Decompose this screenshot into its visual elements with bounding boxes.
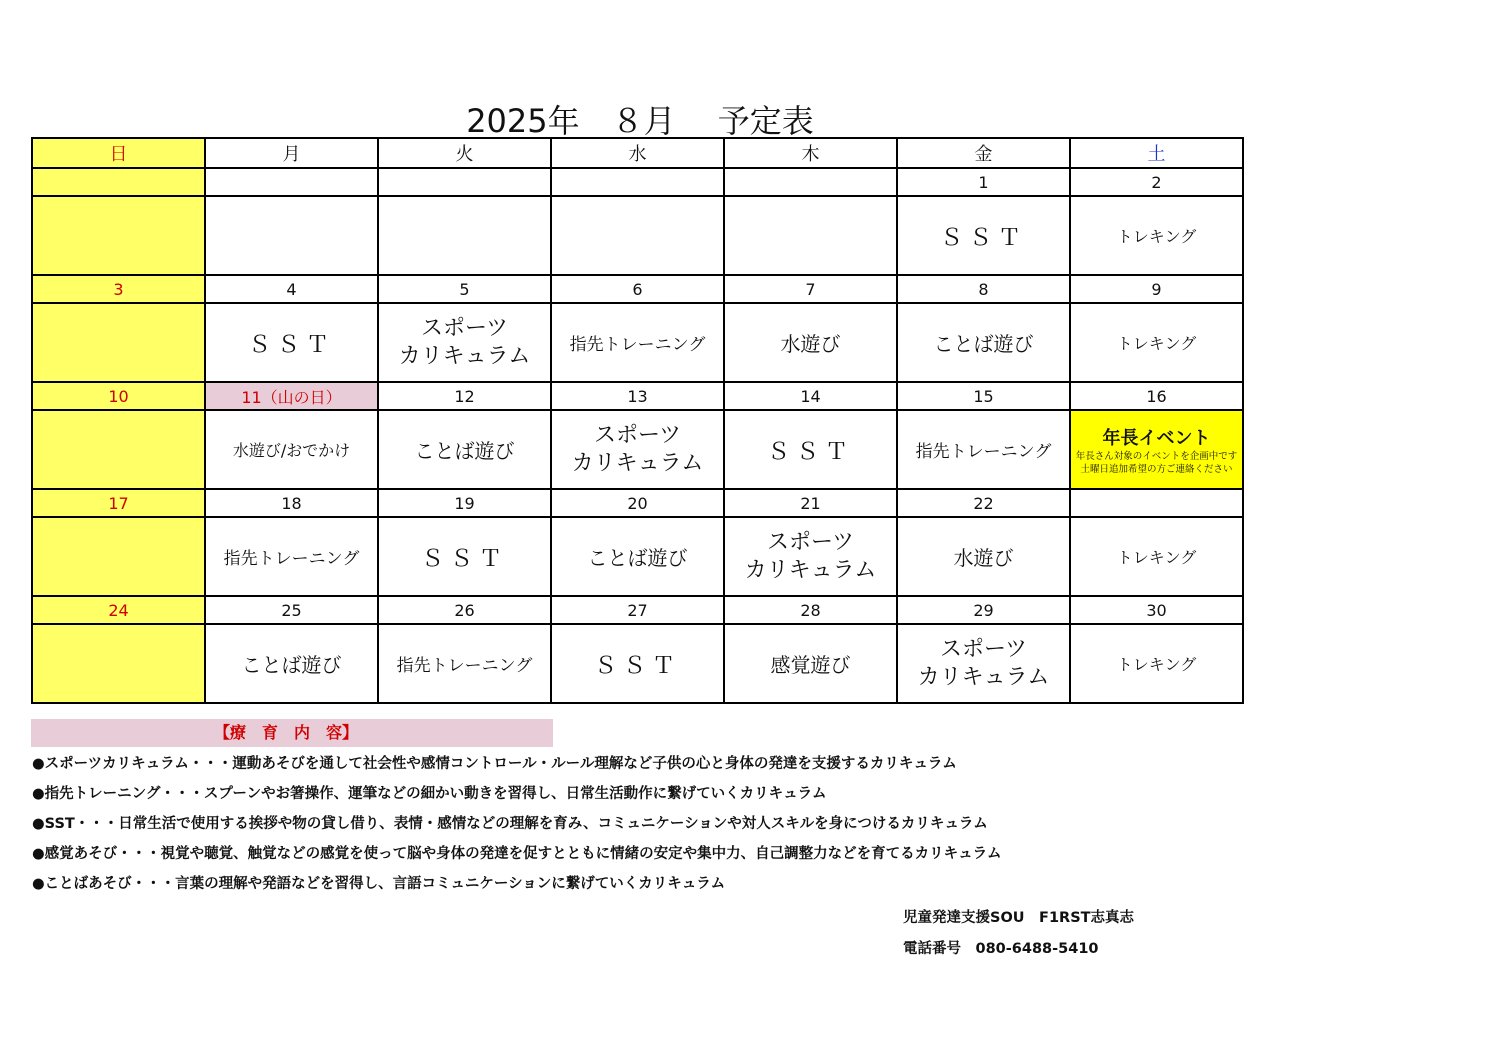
activity-cell: 感覚遊び <box>724 624 897 703</box>
week-3-date-row <box>32 382 1243 410</box>
activity-cell <box>724 196 897 275</box>
holiday-date-cell: 11（山の日） <box>205 382 378 410</box>
activity-cell: ことば遊び <box>551 517 724 596</box>
note-item: ●スポーツカリキュラム・・・運動あそびを通して社会性や感情コントロール・ルール理解など子供の心と身体の発達を支援するカリキュラム <box>32 756 957 772</box>
note-item: ●指先トレーニング・・・スプーンやお箸操作、運筆などの細かい動きを習得し、日常生活動作に繋げていくカリキュラム <box>32 786 827 802</box>
date-cell: 28 <box>724 596 897 624</box>
date-cell: 24 <box>32 596 205 624</box>
activity-cell: 水遊び/おでかけ <box>205 410 378 489</box>
week-4-date-row <box>32 489 1243 517</box>
date-cell: 29 <box>897 596 1070 624</box>
activity-cell: ＳＳＴ <box>724 410 897 489</box>
date-cell: 2 <box>1070 168 1243 196</box>
activity-cell <box>205 196 378 275</box>
week-2-activity-row <box>32 303 1243 382</box>
weekday-friday: 金 <box>897 138 1070 168</box>
activity-cell: ことば遊び <box>205 624 378 703</box>
weekday-saturday: 土 <box>1070 138 1243 168</box>
date-cell <box>378 168 551 196</box>
activity-cell: トレキング <box>1070 196 1243 275</box>
week-5-date-row <box>32 596 1243 624</box>
week-1-activity-row <box>32 196 1243 275</box>
activity-cell: ＳＳＴ <box>205 303 378 382</box>
curriculum-notes <box>32 752 1002 902</box>
date-cell: 10 <box>32 382 205 410</box>
date-cell <box>205 168 378 196</box>
activity-cell <box>551 196 724 275</box>
note-item: ●ことばあそび・・・言葉の理解や発語などを習得し、言語コミュニケーションに繋げていくカリキュラム <box>32 876 726 892</box>
event-note: 年長さん対象のイベントを企画中です <box>1075 450 1238 462</box>
date-cell: 12 <box>378 382 551 410</box>
date-cell: 3 <box>32 275 205 303</box>
date-cell: 1 <box>897 168 1070 196</box>
date-cell: 27 <box>551 596 724 624</box>
date-cell: 8 <box>897 275 1070 303</box>
activity-cell <box>378 196 551 275</box>
date-cell: 19 <box>378 489 551 517</box>
activity-cell: 指先トレーニング <box>897 410 1070 489</box>
weekday-monday: 月 <box>205 138 378 168</box>
activity-cell: スポーツ カリキュラム <box>897 624 1070 703</box>
date-cell: 5 <box>378 275 551 303</box>
date-cell: 4 <box>205 275 378 303</box>
activity-cell: ことば遊び <box>897 303 1070 382</box>
week-3-activity-row <box>32 410 1243 489</box>
date-cell: 6 <box>551 275 724 303</box>
date-cell: 15 <box>897 382 1070 410</box>
activity-cell: ＳＳＴ <box>551 624 724 703</box>
date-cell: 26 <box>378 596 551 624</box>
date-cell: 14 <box>724 382 897 410</box>
event-title: 年長イベント <box>1102 427 1211 449</box>
activity-cell <box>32 624 205 703</box>
week-5-activity-row <box>32 624 1243 703</box>
weekday-wednesday: 水 <box>551 138 724 168</box>
date-cell: 17 <box>32 489 205 517</box>
weekday-thursday: 木 <box>724 138 897 168</box>
organization-name: 児童発達支援SOU F1RST志真志 <box>903 910 1135 926</box>
event-note: 土曜日追加希望の方ご連絡ください <box>1080 463 1233 475</box>
activity-cell <box>32 196 205 275</box>
date-cell: 30 <box>1070 596 1243 624</box>
week-2-date-row <box>32 275 1243 303</box>
date-cell: 22 <box>897 489 1070 517</box>
ryoiku-heading: 【療 育 内 容】 <box>214 723 359 742</box>
activity-cell: 指先トレーニング <box>551 303 724 382</box>
activity-cell <box>32 303 205 382</box>
activity-cell: ＳＳＴ <box>897 196 1070 275</box>
date-cell: 21 <box>724 489 897 517</box>
phone-number: 電話番号 080-6488-5410 <box>903 941 1099 957</box>
activity-cell: トレキング <box>1070 624 1243 703</box>
activity-cell: トレキング <box>1070 303 1243 382</box>
activity-cell: スポーツ カリキュラム <box>378 303 551 382</box>
activity-cell: ことば遊び <box>378 410 551 489</box>
activity-cell: 水遊び <box>724 303 897 382</box>
activity-cell <box>32 517 205 596</box>
note-item: ●感覚あそび・・・視覚や聴覚、触覚などの感覚を使って脳や身体の発達を促すとともに情緒の安定や集中力、自己調整力などを育てるカリキュラム <box>32 846 1002 862</box>
date-cell <box>551 168 724 196</box>
weekday-tuesday: 火 <box>378 138 551 168</box>
weekday-sunday: 日 <box>32 138 205 168</box>
date-cell <box>32 168 205 196</box>
activity-cell: スポーツ カリキュラム <box>724 517 897 596</box>
date-cell <box>724 168 897 196</box>
activity-cell: ＳＳＴ <box>378 517 551 596</box>
note-item: ●SST・・・日常生活で使用する挨拶や物の貸し借り、表情・感情などの理解を育み、コミュニケーションや対人スキルを身につけるカリキュラム <box>32 816 988 832</box>
date-cell: 20 <box>551 489 724 517</box>
footer <box>903 906 1134 968</box>
date-cell: 18 <box>205 489 378 517</box>
activity-cell: スポーツ カリキュラム <box>551 410 724 489</box>
week-1-date-row <box>32 168 1243 196</box>
activity-cell: 水遊び <box>897 517 1070 596</box>
event-cell <box>1070 410 1243 489</box>
calendar-table <box>31 137 1244 704</box>
date-cell: 25 <box>205 596 378 624</box>
activity-cell: 指先トレーニング <box>205 517 378 596</box>
weekday-header-row <box>32 138 1243 168</box>
page-title: 2025年 ８月 予定表 <box>466 102 814 140</box>
week-4-activity-row <box>32 517 1243 596</box>
date-cell: 7 <box>724 275 897 303</box>
activity-cell: トレキング <box>1070 517 1243 596</box>
activity-cell: 指先トレーニング <box>378 624 551 703</box>
date-cell <box>1070 489 1243 517</box>
date-cell: 13 <box>551 382 724 410</box>
date-cell: 16 <box>1070 382 1243 410</box>
ryoiku-heading-bar <box>31 719 553 747</box>
date-cell: 9 <box>1070 275 1243 303</box>
activity-cell <box>32 410 205 489</box>
